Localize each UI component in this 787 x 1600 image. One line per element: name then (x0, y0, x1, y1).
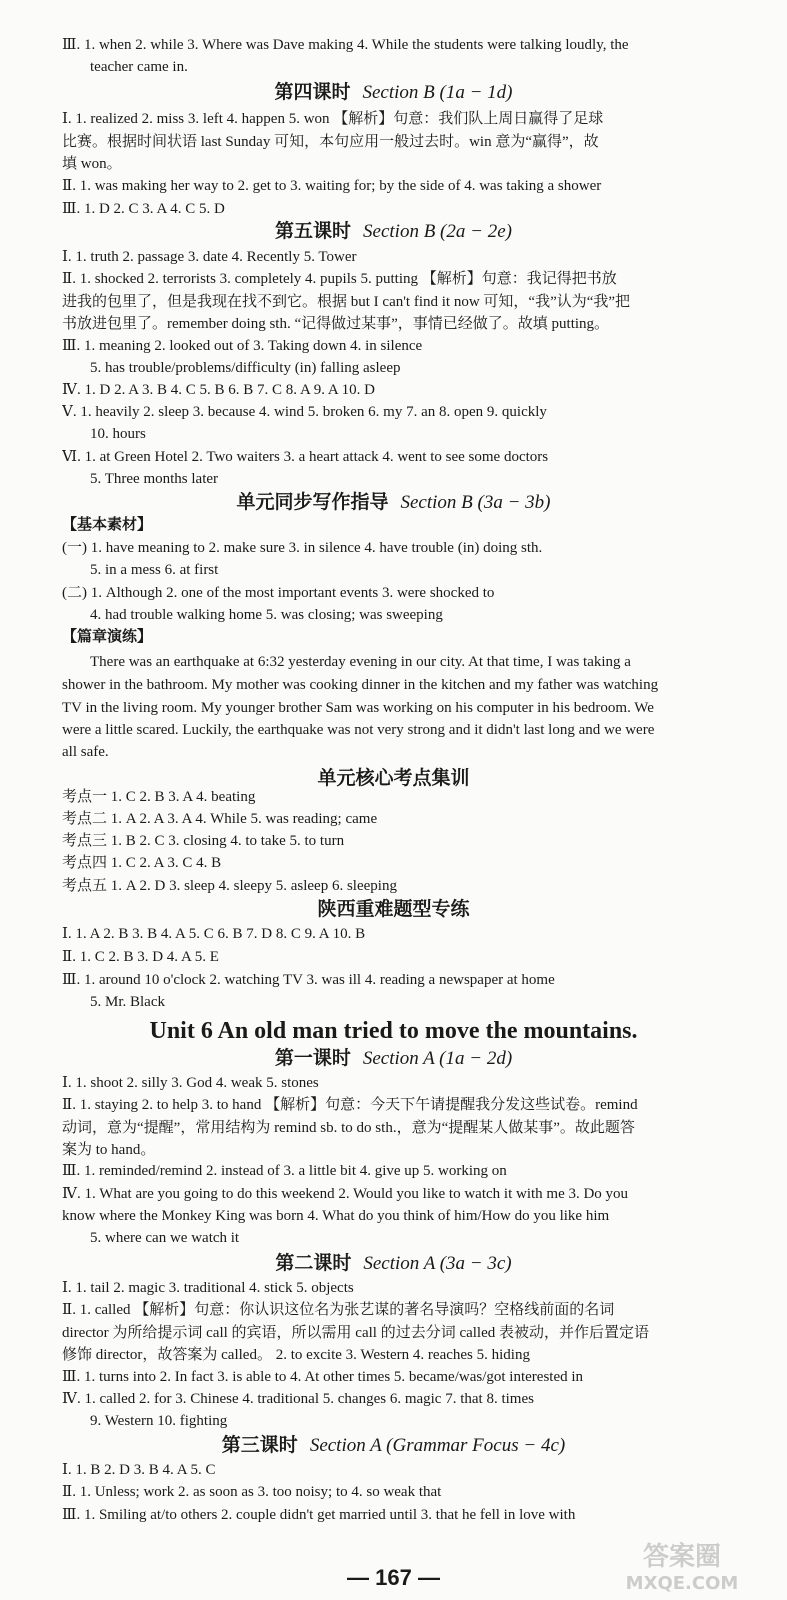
heading-title: 第五课时 (275, 221, 352, 242)
answer-line: Ⅱ. 1. shocked 2. terrorists 3. completely 4. pupils 5. putting 【解析】句意：我记得把书放 (62, 271, 617, 287)
answer-line: all safe. (62, 744, 109, 760)
subsection-label: 【基本素材】 (62, 516, 153, 533)
answer-line: Ⅲ. 1. Smiling at/to others 2. couple didn't get married until 3. that he fell in love with (62, 1507, 576, 1523)
section-heading (0, 1251, 787, 1277)
answer-line: 5. Mr. Black (90, 994, 165, 1010)
answer-line: 5. Three months later (90, 471, 219, 487)
answer-line: 案为 to hand。 (62, 1142, 156, 1158)
answer-line: Ⅱ. 1. staying 2. to help 3. to hand 【解析】句意：今天下午请提醒我分发这些试卷。remind (62, 1097, 638, 1113)
heading-title: 第三课时 (221, 1435, 298, 1456)
answer-line: Ⅰ. 1. tail 2. magic 3. traditional 4. stick 5. objects (62, 1280, 354, 1296)
answer-line: know where the Monkey King was born 4. What do you think of him/How do you like him (62, 1208, 610, 1224)
answer-line: 考点四 1. C 2. A 3. C 4. B (62, 855, 222, 871)
answer-line: shower in the bathroom. My mother was cooking dinner in the kitchen and my father was watching (62, 677, 659, 693)
section-heading (0, 219, 787, 245)
answer-line: Ⅲ. 1. reminded/remind 2. instead of 3. a little bit 4. give up 5. working on (62, 1163, 507, 1179)
heading-title: 第四课时 (274, 82, 351, 103)
answer-line: 5. has trouble/problems/difficulty (in) falling asleep (90, 360, 401, 376)
answer-line: 考点五 1. A 2. D 3. sleep 4. sleepy 5. asleep 6. sleeping (62, 878, 397, 894)
answer-line: 考点二 1. A 2. A 3. A 4. While 5. was reading; came (62, 811, 378, 827)
answer-line: 填 won。 (62, 156, 122, 172)
answer-line: 进我的包里了，但是我现在找不到它。根据 but I can't find it now 可知，“我”认为“我”把 (62, 294, 631, 310)
answer-line: 10. hours (90, 426, 146, 442)
answer-line: Ⅱ. 1. Unless; work 2. as soon as 3. too noisy; to 4. so weak that (62, 1484, 442, 1500)
answer-line: Ⅲ. 1. D 2. C 3. A 4. C 5. D (62, 201, 225, 217)
answer-line: 动词，意为“提醒”，常用结构为 remind sb. to do sth.，意为“提醒某人做某事”。故此题答 (62, 1120, 635, 1136)
answer-line: Ⅲ. 1. meaning 2. looked out of 3. Taking down 4. in silence (62, 338, 423, 354)
answer-line: 5. in a mess 6. at first (90, 562, 219, 578)
answer-line: Ⅳ. 1. D 2. A 3. B 4. C 5. B 6. B 7. C 8. A 9. A 10. D (62, 382, 375, 398)
answer-line: Ⅰ. 1. realized 2. miss 3. left 4. happen 5. won 【解析】句意：我们队上周日赢得了足球 (62, 111, 604, 127)
heading-section: Section B (1a − 1d) (362, 82, 513, 103)
answer-line: TV in the living room. My younger brother Sam was working on his computer in his bedroom. We (62, 700, 654, 716)
heading-section: Section B (2a − 2e) (363, 221, 512, 242)
answer-line: teacher came in. (90, 59, 188, 75)
answer-line: 4. had trouble walking home 5. was closing; was sweeping (90, 607, 443, 623)
section-heading (0, 1046, 787, 1072)
section-heading (0, 490, 787, 516)
answer-line: (二) 1. Although 2. one of the most important events 3. were shocked to (62, 585, 495, 601)
answer-line: Ⅲ. 1. turns into 2. In fact 3. is able to 4. At other times 5. became/was/got interested in (62, 1369, 584, 1385)
heading-title: 单元同步写作指导 (236, 492, 389, 513)
answer-line: Ⅰ. 1. shoot 2. silly 3. God 4. weak 5. stones (62, 1075, 319, 1091)
heading-section: Section B (3a − 3b) (400, 492, 551, 513)
svg-text:MXQE.COM: MXQE.COM (625, 1573, 739, 1594)
heading-title: 陕西重难题型专练 (317, 899, 470, 920)
answer-line: Ⅲ. 1. when 2. while 3. Where was Dave making 4. While the students were talking loudly, the (62, 37, 629, 53)
answer-line: 9. Western 10. fighting (90, 1413, 228, 1429)
watermark-logo (597, 1535, 767, 1595)
answer-line: 书放进包里了。remember doing sth. “记得做过某事”，事情已经做了。故填 putting。 (62, 316, 610, 332)
heading-section: Section A (1a − 2d) (362, 1048, 513, 1069)
svg-text:答案圈: 答案圈 (642, 1542, 722, 1572)
answer-line: 修饰 director，故答案为 called。 2. to excite 3. Western 4. reaches 5. hiding (62, 1347, 530, 1363)
answer-line: director 为所给提示词 call 的宾语，所以需用 call 的过去分词 called 表被动，并作后置定语 (62, 1325, 650, 1341)
answer-line: Ⅰ. 1. truth 2. passage 3. date 4. Recently 5. Tower (62, 249, 357, 265)
answer-line: 5. where can we watch it (90, 1230, 240, 1246)
answer-line: Ⅱ. 1. called 【解析】句意：你认识这位名为张艺谋的著名导演吗？空格线前面的名词 (62, 1302, 615, 1318)
heading-section: Section A (3a − 3c) (363, 1253, 512, 1274)
answer-line: Ⅱ. 1. was making her way to 2. get to 3. waiting for; by the side of 4. was taking a shower (62, 178, 602, 194)
subsection-label: 【篇章演练】 (62, 628, 153, 645)
answer-line: Ⅵ. 1. at Green Hotel 2. Two waiters 3. a heart attack 4. went to see some doctors (62, 449, 549, 465)
answer-line: Ⅳ. 1. What are you going to do this weekend 2. Would you like to watch it with me 3. Do you (62, 1186, 629, 1202)
heading-section: Section A (Grammar Focus − 4c) (309, 1435, 566, 1456)
answer-line: Ⅰ. 1. A 2. B 3. B 4. A 5. C 6. B 7. D 8. C 9. A 10. B (62, 926, 366, 942)
answer-line: Ⅱ. 1. C 2. B 3. D 4. A 5. E (62, 949, 219, 965)
answer-line: 考点一 1. C 2. B 3. A 4. beating (62, 789, 256, 805)
section-heading (0, 897, 787, 923)
answer-line: 考点三 1. B 2. C 3. closing 4. to take 5. to turn (62, 833, 345, 849)
answer-line: Ⅰ. 1. B 2. D 3. B 4. A 5. C (62, 1462, 216, 1478)
answer-line: 比赛。根据时间状语 last Sunday 可知，本句应用一般过去时。win 意为“赢得”，故 (62, 134, 599, 150)
answer-line: were a little scared. Luckily, the earthquake was not very strong and it didn't last long and we were (62, 722, 655, 738)
page-number: — 167 — (347, 1565, 440, 1590)
unit-title: Unit 6 An old man tried to move the mountains. (149, 1018, 638, 1044)
section-heading (0, 1433, 787, 1459)
answer-line: Ⅲ. 1. around 10 o'clock 2. watching TV 3. was ill 4. reading a newspaper at home (62, 972, 555, 988)
heading-title: 第一课时 (274, 1048, 351, 1069)
section-heading (0, 80, 787, 106)
answer-line: Ⅴ. 1. heavily 2. sleep 3. because 4. wind 5. broken 6. my 7. an 8. open 9. quickly (62, 404, 547, 420)
heading-title: 第二课时 (275, 1253, 352, 1274)
heading-title: 单元核心考点集训 (317, 768, 470, 789)
answer-line: Ⅳ. 1. called 2. for 3. Chinese 4. traditional 5. changes 6. magic 7. that 8. times (62, 1391, 534, 1407)
answer-line: There was an earthquake at 6:32 yesterday evening in our city. At that time, I was taking a (90, 654, 631, 670)
answer-line: (一) 1. have meaning to 2. make sure 3. in silence 4. have trouble (in) doing sth. (62, 540, 543, 556)
